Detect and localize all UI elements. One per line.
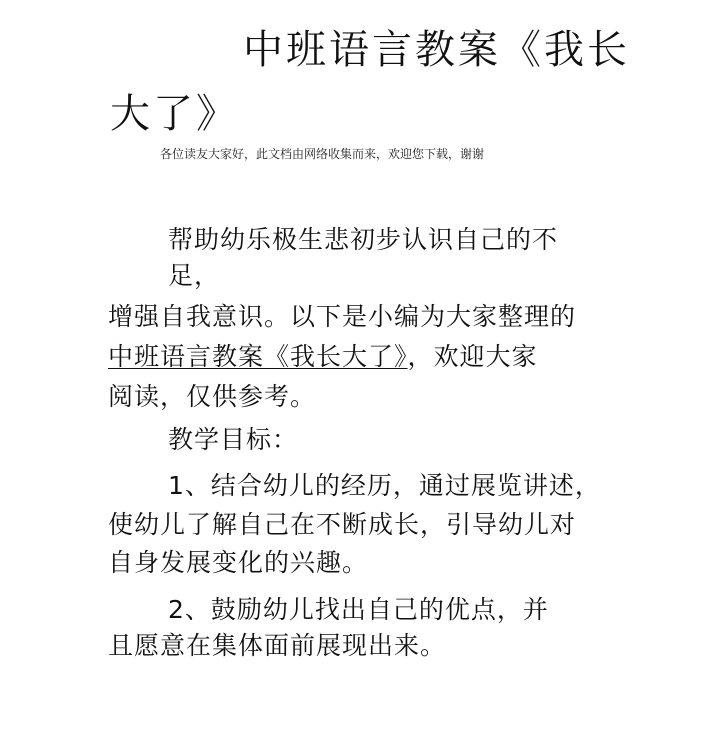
intro-line-4-rest: ，欢迎大家	[407, 342, 538, 371]
download-notice: 各位读友大家好，此文档由网络收集而来，欢迎您下载，谢谢	[160, 147, 485, 161]
intro-line-5: 阅读，仅供参考。	[108, 382, 317, 411]
intro-line-2: 足，	[168, 261, 221, 290]
goals-heading: 教学目标：	[168, 425, 299, 454]
goal-1-line-1: 1、结合幼儿的经历，通过展览讲述，	[168, 471, 601, 500]
goal-1-line-2: 使幼儿了解自己在不断成长，引导幼儿对	[108, 510, 577, 539]
goal-1-line-3: 自身发展变化的兴趣。	[108, 548, 369, 577]
intro-line-3: 增强自我意识。以下是小编为大家整理的	[108, 302, 577, 331]
intro-line-4	[108, 337, 538, 373]
lesson-title-link[interactable]: 中班语言教案《我长大了》	[108, 342, 408, 371]
goal-2-line-2: 且愿意在集体面前展现出来。	[108, 631, 447, 660]
document-title-line-1: 中班语言教案《我长	[243, 27, 630, 73]
goal-2-line-1: 2、鼓励幼儿找出自己的优点，并	[168, 595, 549, 624]
document-title-line-2: 大了》	[110, 91, 239, 137]
intro-line-1: 帮助幼乐极生悲初步认识自己的不	[168, 225, 559, 254]
